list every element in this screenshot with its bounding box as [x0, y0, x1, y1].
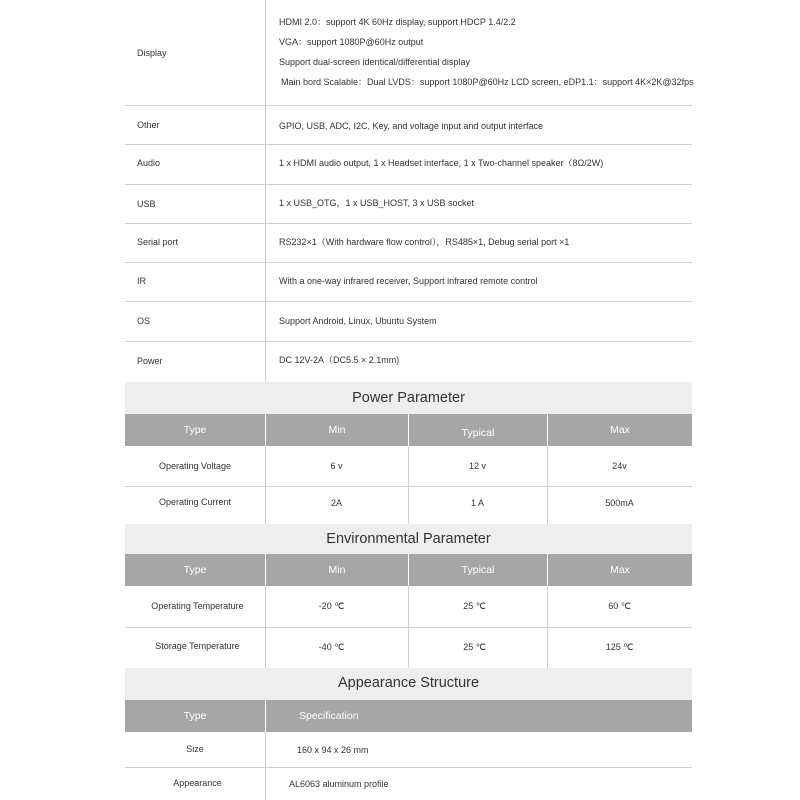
row-divider [125, 301, 692, 302]
spec-table-divider [265, 0, 266, 382]
spec-label-usb: USB [137, 199, 156, 209]
power-table-header [125, 414, 692, 446]
power-row-min: 2A [330, 498, 342, 508]
power-row-max: 24v [612, 461, 627, 471]
power-section-title: Power Parameter [125, 382, 692, 414]
spec-value-line: Support Android, Linux, Ubuntu System [279, 316, 437, 326]
power-row-typical: 12 v [468, 461, 486, 471]
column-divider [265, 732, 266, 800]
spec-value-line: RS232×1（With hardware flow control），RS485×1, Debug serial port ×1 [279, 237, 570, 247]
spec-label-other: Other [137, 120, 160, 130]
row-divider [125, 767, 692, 768]
environment-table-header [125, 554, 692, 586]
spec-value-line: 1 x USB_OTG，1 x USB_HOST, 3 x USB socket [279, 198, 475, 208]
environment-row-typical: 25 ℃ [463, 601, 486, 611]
header-typical: Typical [461, 564, 495, 576]
spec-label-display: Display [137, 48, 167, 58]
power-row-max: 500mA [605, 498, 634, 508]
header-specification: Specification [299, 710, 359, 722]
environment-section-title: Environmental Parameter [125, 524, 692, 554]
spec-label-serial-port: Serial port [137, 237, 179, 247]
environment-row-typical: 25 ℃ [463, 642, 486, 652]
row-divider [125, 144, 692, 145]
spec-value-line: HDMI 2.0：support 4K 60Hz display, support HDCP 1.4/2.2 [279, 17, 516, 27]
power-row-type: Operating Voltage [158, 461, 232, 471]
row-divider [125, 341, 692, 342]
row-divider [125, 223, 692, 224]
column-divider [265, 446, 266, 524]
spec-label-ir: IR [137, 276, 146, 286]
appearance-section-title: Appearance Structure [125, 668, 692, 700]
appearance-row-type: Size [186, 744, 204, 754]
spec-value-line: Main bord Scalable：Dual LVDS：support 1080P@60Hz LCD screen, eDP1.1：support 4K×2K@32fps [281, 77, 694, 87]
row-divider [125, 184, 692, 185]
environment-row-min: -20 ℃ [318, 601, 345, 611]
appearance-row-spec: 160 x 94 x 26 mm [297, 745, 369, 755]
header-max: Max [610, 564, 630, 576]
spec-label-os: OS [137, 316, 151, 326]
power-row-type: Operating Current [158, 497, 232, 507]
spec-value-line: Support dual-screen identical/differential display [279, 57, 470, 67]
spec-value-line: GPIO, USB, ADC, I2C, Key, and voltage input and output interface [279, 121, 543, 131]
header-min: Min [328, 564, 346, 576]
row-divider [125, 262, 692, 263]
spec-value-line: VGA：support 1080P@60Hz output [279, 37, 424, 47]
header-typical: Typical [461, 427, 495, 439]
header-max: Max [610, 424, 630, 436]
appearance-row-type: Appearance [173, 778, 222, 788]
spec-label-power: Power [137, 356, 163, 366]
spec-label-audio: Audio [137, 158, 161, 168]
header-min: Min [328, 424, 346, 436]
spec-value-line: DC 12V-2A（DC5.5 × 2.1mm) [279, 355, 400, 365]
row-divider [125, 627, 692, 628]
header-type: Type [183, 424, 207, 436]
column-divider [547, 446, 548, 524]
environment-row-max: 125 ℃ [605, 642, 634, 652]
header-divider [265, 700, 266, 732]
spec-value-line: With a one-way infrared receiver, Support infrared remote control [279, 276, 538, 286]
spec-value-line: 1 x HDMI audio output, 1 x Headset interface, 1 x Two-channel speaker（8Ω/2W) [279, 158, 604, 168]
power-row-min: 6 v [330, 461, 343, 471]
environment-row-min: -40 ℃ [318, 642, 345, 652]
header-type: Type [183, 710, 207, 722]
appearance-row-spec: AL6063 aluminum profile [289, 779, 389, 789]
appearance-table-header [125, 700, 692, 732]
column-divider [408, 446, 409, 524]
header-type: Type [183, 564, 207, 576]
environment-row-type: Operating Temperature [151, 601, 244, 611]
row-divider [125, 105, 692, 106]
power-row-typical: 1 A [470, 498, 484, 508]
environment-row-type: Storage Temperature [155, 641, 240, 651]
row-divider [125, 486, 692, 487]
environment-row-max: 60 ℃ [608, 601, 631, 611]
